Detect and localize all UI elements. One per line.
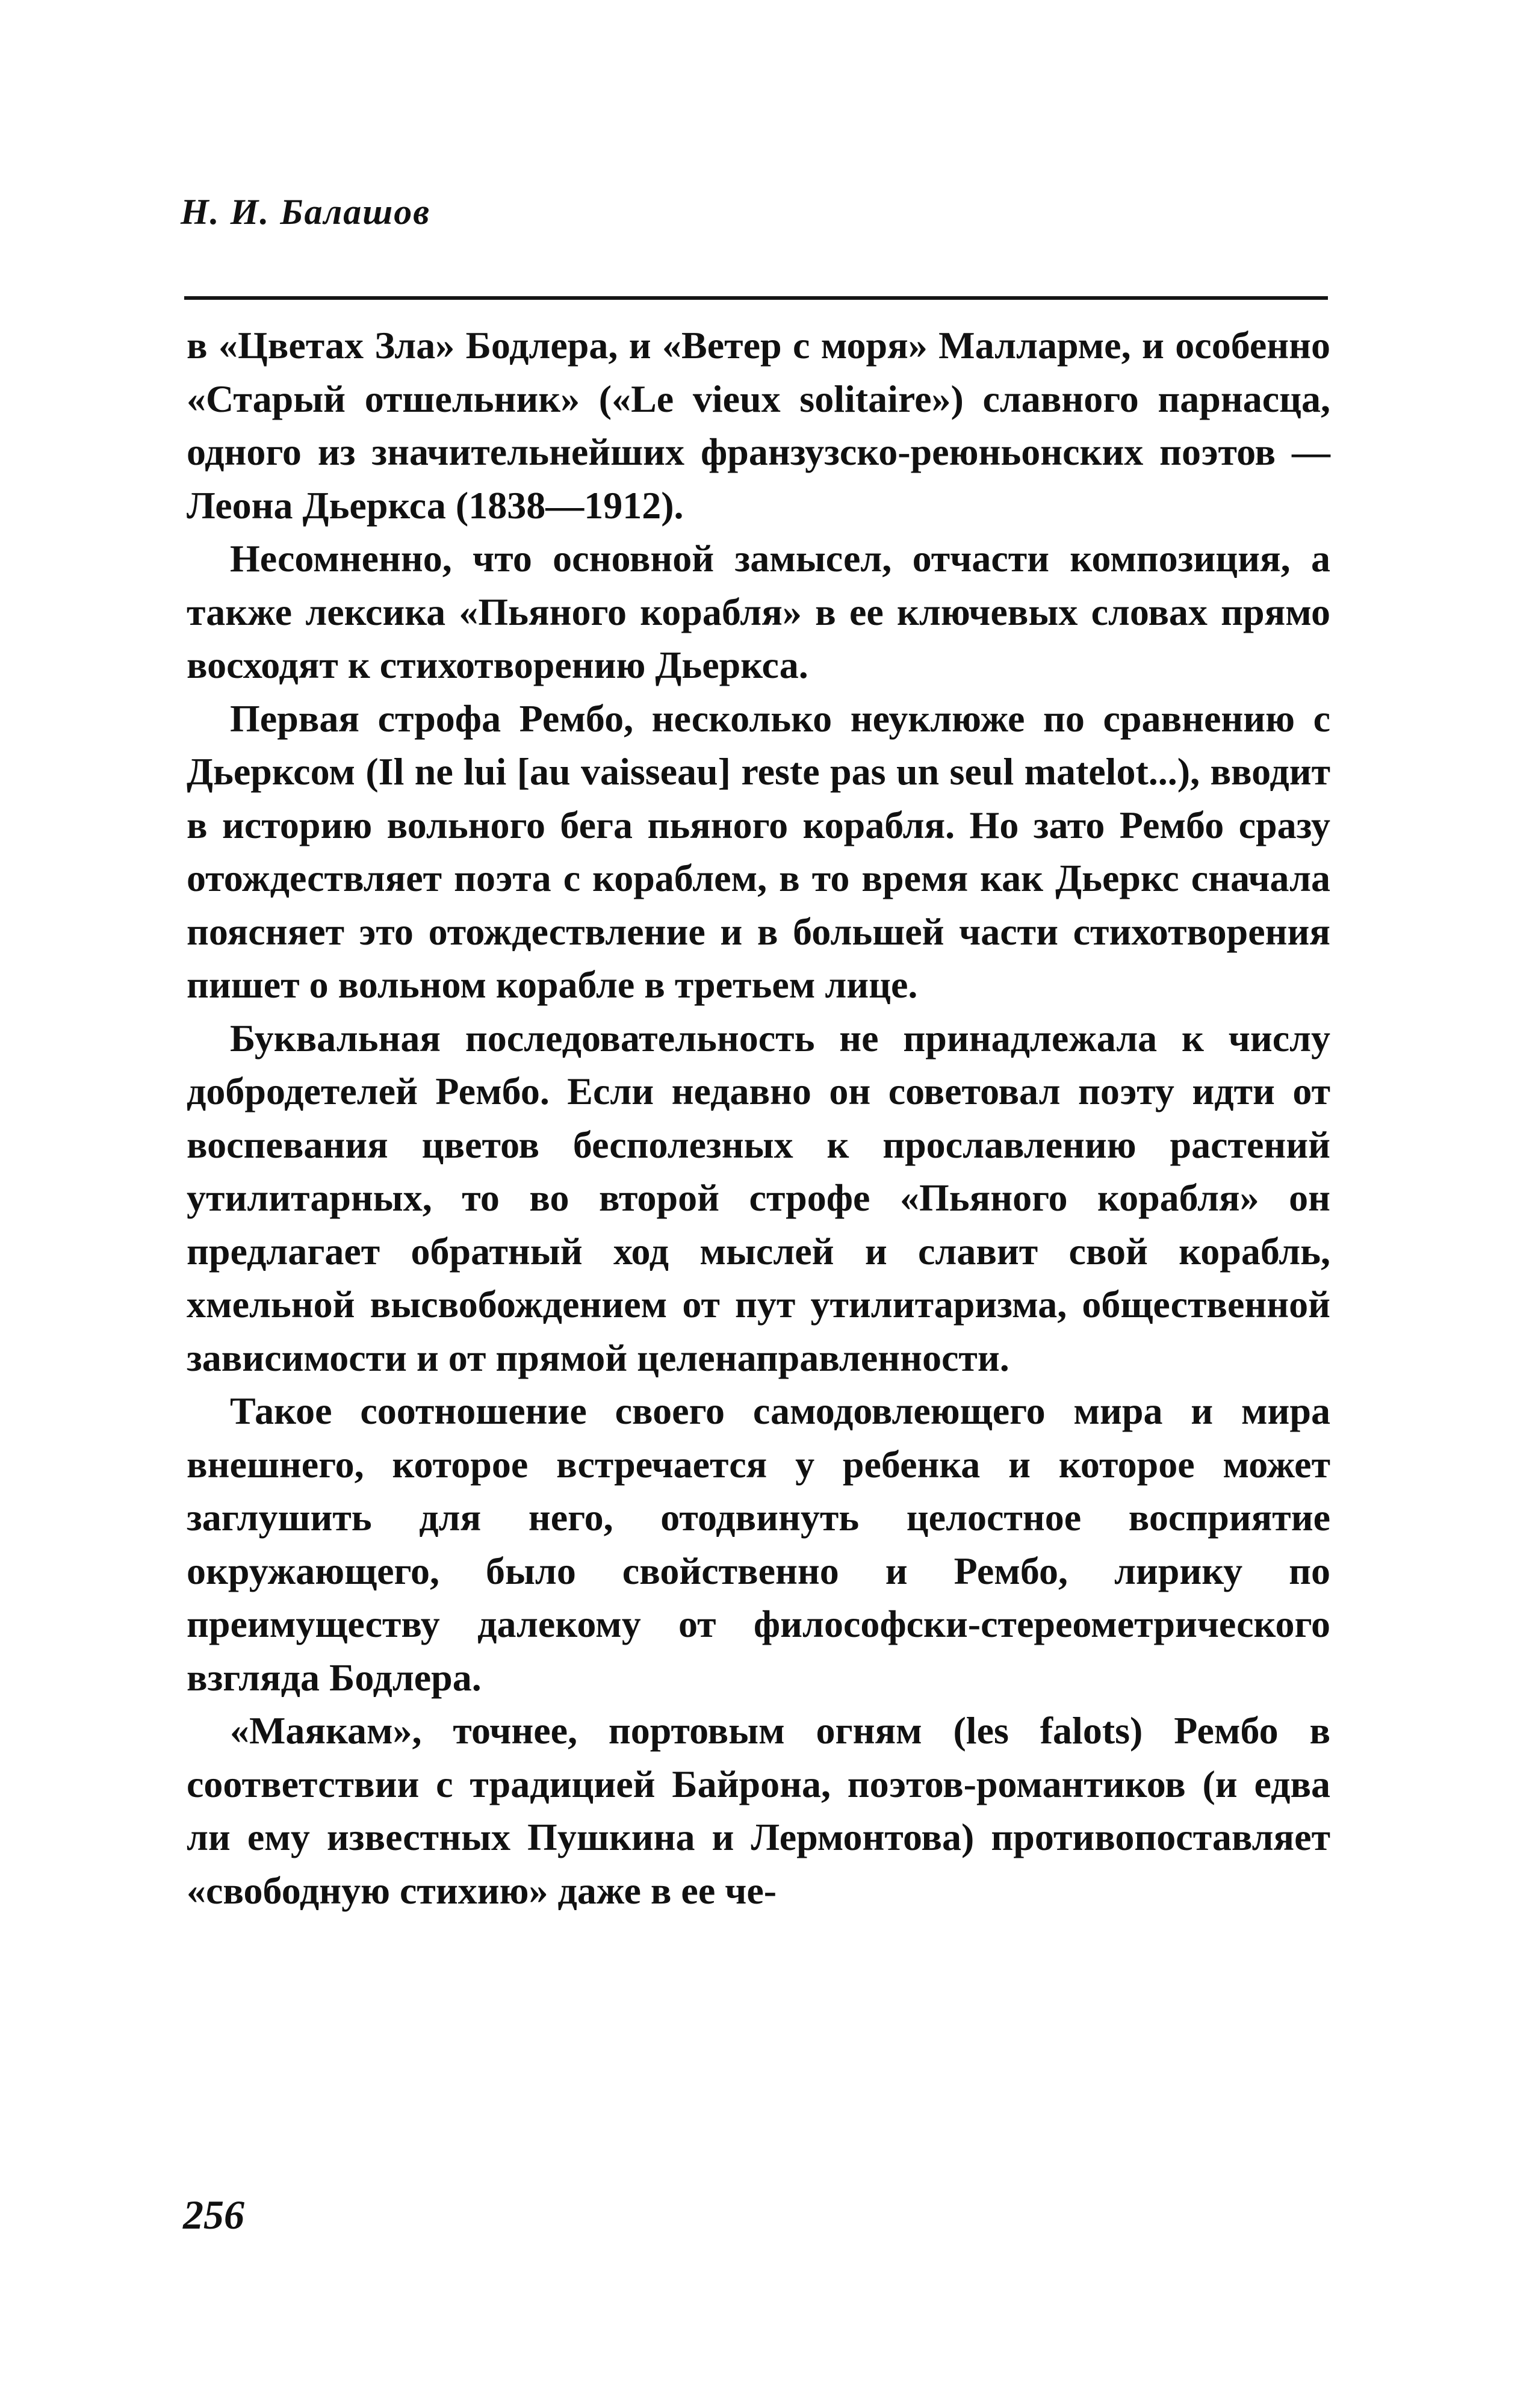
- body-text: [187, 319, 1330, 1917]
- paragraph: Такое соотношение своего самодовлеющего мира и мира внешнего, которое встречается у ребенка и которое может заглушить для него, отодвинуть целостное восприятие окружающего, было свойственно и Рембо, лирику по преимуществу далекому от философски-стереометрического взгляда Бодлера.: [187, 1389, 1330, 1699]
- paragraph: Несомненно, что основной замысел, отчасти композиция, а также лексика «Пьяного корабля» в ее ключевых словах прямо восходят к стихотворению Дьеркса.: [187, 537, 1330, 686]
- page-number: 256: [183, 2192, 244, 2238]
- header-rule: [184, 296, 1328, 300]
- paragraph: в «Цветах Зла» Бодлера, и «Ветер с моря» Малларме, и особенно «Старый отшельник» («Le vieux solitaire») славного парнасца, одного из значительнейших франзузско-реюньонских поэтов — Леона Дьеркса (1838—1912).: [187, 324, 1330, 527]
- paragraph: Буквальная последовательность не принадлежала к числу добродетелей Рембо. Если недавно он советовал поэту идти от воспевания цветов бесполезных к прославлению растений утилитарных, то во второй строфе «Пьяного корабля» он предлагает обратный ход мыслей и славит свой корабль, хмельной высвобождением от пут утилитаризма, общественной зависимости и от прямой целенаправленности.: [187, 1016, 1330, 1379]
- paragraph: Первая строфа Рембо, несколько неуклюже по сравнению с Дьерксом (Il ne lui [au vaisseau] reste pas un seul matelot...), вводит в историю вольного бега пьяного корабля. Но зато Рембо сразу отождествляет поэта с кораблем, в то время как Дьеркс сначала поясняет это отождествление и в большей части стихотворения пишет о вольном корабле в третьем лице.: [187, 697, 1330, 1006]
- paragraph: «Маякам», точнее, портовым огням (les falots) Рембо в соответствии с традицией Байрона, поэтов-романтиков (и едва ли ему известных Пушкина и Лермонтова) противопоставляет «свободную стихию» даже в ее че-: [187, 1709, 1330, 1912]
- running-head: Н. И. Балашов: [181, 192, 431, 232]
